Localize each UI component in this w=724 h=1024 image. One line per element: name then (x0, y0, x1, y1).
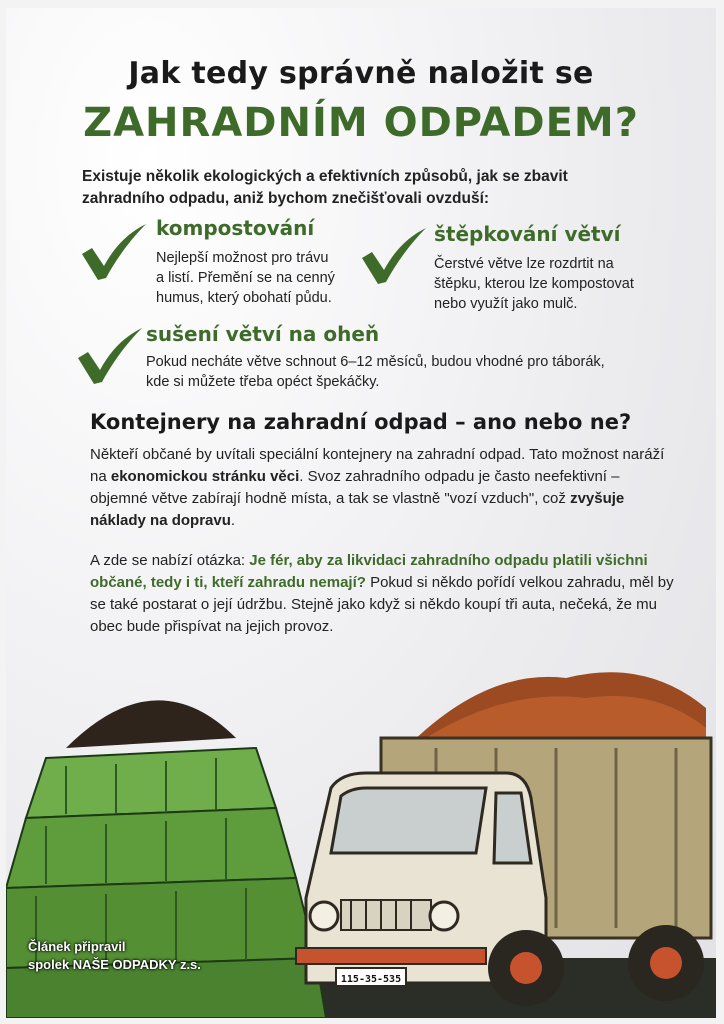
intro-text (82, 166, 642, 210)
method-line: Čerstvé větve lze rozdrtit na (434, 256, 614, 272)
method-line: kde si můžete třeba opéct špekáčky. (146, 374, 380, 390)
text-span: . (230, 512, 236, 529)
method-text-chipping (434, 254, 674, 314)
flyer-page (6, 8, 716, 1018)
text-span: Někteří občané by uvítali speciální kontejnery na zahradní odpad. Tato možnost naráží na (90, 446, 665, 485)
checkmark-icon (74, 326, 144, 386)
method-title-chipping: štěpkování větví (434, 222, 621, 246)
method-text-composting (156, 248, 366, 308)
method-line: nebo využít jako mulč. (434, 296, 578, 312)
compost-crates (6, 748, 326, 1018)
question-highlight: Je fér, aby za likvidaci zahradního odpadu platili všichni občané, tedy i ti, kteří zahradu nemají? (90, 552, 648, 591)
emphasis-text: ekonomickou stránku věci (110, 468, 300, 485)
method-line: a listí. Přemění se na cenný (156, 270, 335, 286)
credit-line2: spolek NAŠE ODPADKY z.s. (28, 957, 201, 972)
headlight (310, 902, 338, 930)
checkmark-icon (78, 222, 148, 282)
credit (28, 938, 201, 974)
compost-pile (66, 700, 236, 748)
paragraph-2 (90, 550, 674, 638)
checkmark-icon (358, 226, 428, 286)
page-title-line1: Jak tedy správně naložit se (128, 56, 594, 91)
license-plate-text: 115-35-535 (340, 974, 402, 985)
paragraph-1 (90, 444, 674, 532)
bumper (296, 948, 486, 964)
method-title-drying: sušení větví na oheň (146, 322, 380, 346)
intro-line1: Existuje několik ekologických a efektivních způsobů, jak se zbavit (82, 168, 568, 185)
text-span: . Svoz zahradního odpadu je často neefektivní – objemné větve zabírají hodně místa, a tak se vlastně "vozí vzduch", což (90, 468, 620, 507)
method-line: Pokud necháte větve schnout 6–12 měsíců, budou vhodné pro táborák, (146, 354, 605, 370)
intro-line2: zahradního odpadu, aniž bychom znečišťovali ovzduší: (82, 190, 490, 207)
truck-windshield (331, 788, 486, 853)
emphasis-text: zvyšuje náklady na dopravu (90, 490, 625, 529)
method-text-drying (146, 352, 686, 392)
text-span: A zde se nabízí otázka: (90, 552, 250, 569)
truck-grille (341, 900, 431, 930)
page-title-line2: ZAHRADNÍM ODPADEM? (83, 100, 639, 146)
method-line: štěpku, kterou lze kompostovat (434, 276, 634, 292)
section-heading: Kontejnery na zahradní odpad – ano nebo ne? (90, 410, 632, 434)
method-line: Nejlepší možnost pro trávu (156, 250, 329, 266)
method-line: humus, který obohatí půdu. (156, 290, 332, 306)
credit-line1: Článek připravil (28, 939, 126, 954)
headlight (430, 902, 458, 930)
text-span: Pokud si někdo pořídí velkou zahradu, měl by se také postarat o její údržbu. Stejně jako když si někdo koupí tři auta, nečeká, že mu obec bude přispívat na jejich provoz. (90, 574, 674, 635)
method-title-composting: kompostování (156, 216, 315, 240)
